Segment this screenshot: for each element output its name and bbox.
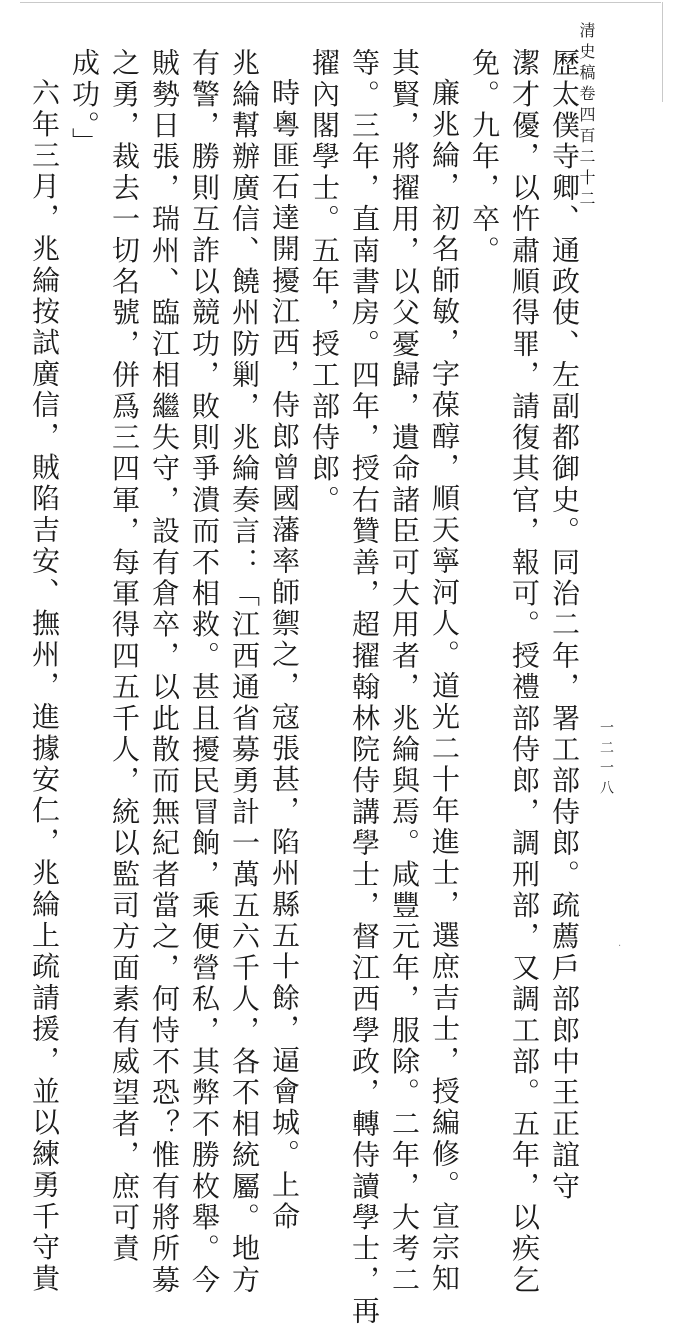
- page-number: 一二一八: [598, 720, 614, 800]
- text-column: 擢內閣學士。五年，授工部侍郎。: [308, 48, 341, 516]
- text-column: 時粵匪石達開擾江西，侍郎曾國藩率師禦之，寇張甚，陷州縣五十餘，逼會城。上命: [268, 78, 301, 1233]
- text-column: 兆綸幫辦廣信、饒州防剿，兆綸奏言：「江西通省募勇計一萬五六千人，各不相統屬。地方: [228, 48, 261, 1296]
- text-column: 成功。」: [68, 48, 101, 159]
- right-rule: [662, 2, 663, 102]
- text-column: 廉兆綸，初名師敏，字葆醇，順天寧河人。道光二十年進士，選庶吉士，授編修。宣宗知: [428, 78, 461, 1295]
- top-rule: [20, 2, 661, 3]
- corner-mark: ·: [618, 941, 622, 952]
- text-column: 歷太僕寺卿、通政使、左副都御史。同治二年，署工部侍郎。疏薦戶部郎中王正誼守: [548, 48, 581, 1203]
- text-column: 潔才優，以忤肅順得罪，請復其官，報可。授禮部侍郎，調刑部，又調工部。五年，以疾乞: [508, 48, 541, 1296]
- text-column: 六年三月，兆綸按試廣信，賊陷吉安、撫州，進據安仁，兆綸上疏請援，並以練勇千守貴: [28, 78, 61, 1295]
- text-column: 賊勢日張，瑞州、臨江相繼失守，設有倉卒，以此散而無紀者當之，何恃不恐？惟有將所募: [148, 48, 181, 1296]
- text-column: 免。九年，卒。: [468, 48, 501, 267]
- text-column: 其賢，將擢用，以父憂歸，遺命諸臣可大用者，兆綸與焉。咸豐元年，服除。二年，大考二: [388, 48, 421, 1296]
- running-header: 清史稿卷四百二十二: [577, 22, 596, 211]
- text-column: 等。三年，直南書房。四年，授右贊善，超擢翰林院侍講學士，督江西學政，轉侍讀學士，再: [348, 48, 381, 1327]
- text-column: 有警，勝則互詐以競功，敗則爭潰而不相救。甚且擾民冒餉，乘便營私，其弊不勝枚舉。今: [188, 48, 221, 1296]
- text-column: 之勇，裁去一切名號，併爲三四軍，每軍得四五千人，統以監司方面素有威望者，庶可責: [108, 48, 141, 1265]
